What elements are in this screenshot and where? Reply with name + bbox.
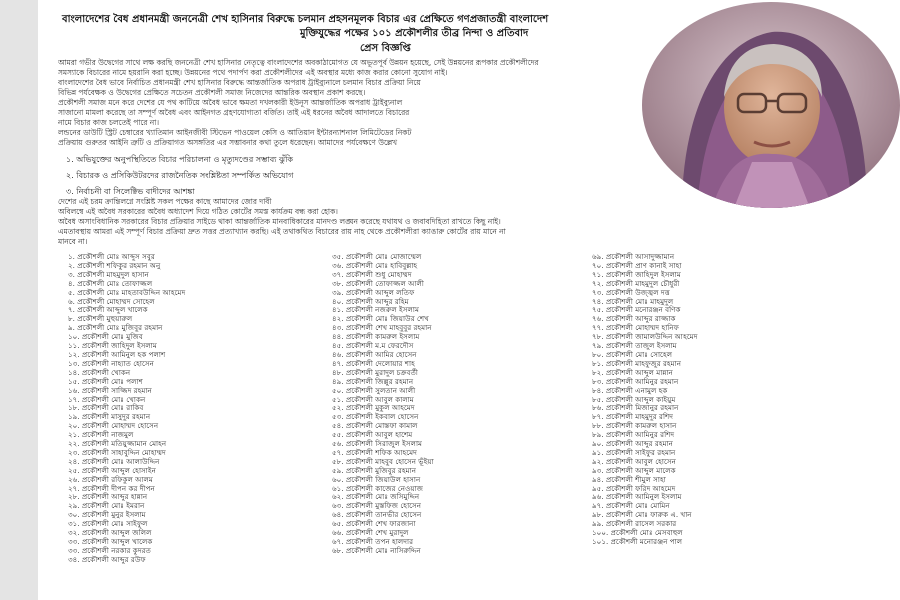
signatory-item: ১৮. প্রকৌশলী মোঃ রাকিব [68,403,144,413]
signatory-item: ৪৫. প্রকৌশলী ম.ম ফেরদৌস [332,341,414,351]
signatory-item: ৯৬. প্রকৌশলী আমিনুল ইসলাম [592,492,682,502]
signatory-item: ৮৩. প্রকৌশলী আমিনুর রহমান [592,376,679,386]
signatory-item: ১. প্রকৌশলী মোঃ আব্দুস সবুর [68,252,155,261]
signatory-item: ৭৭. প্রকৌশলী মোহাম্মদ হানিফ [592,323,679,333]
signatory-item: ৮৭. প্রকৌশলী মাহমুদুর রশিদ [592,412,674,422]
signatory-item: ১৬. প্রকৌশলী সাজ্জিদ রহমান [68,385,152,395]
signatory-item: ৩০. প্রকৌশলী মুনুর ইসলাম [68,510,146,520]
signatory-item: ৭০. প্রকৌশলী প্রাণ কানাই সাহা [592,260,682,270]
signatory-item: ৭৫. প্রকৌশলী মনোরঞ্জন বণিক [592,305,681,315]
signatory-item: ১৫. প্রকৌশলী মোঃ পলাশ [68,376,143,386]
signatory-item: ৬২. প্রকৌশলী মোঃ জসিমুদ্দিন [332,492,420,502]
signatory-item: ৮৪. প্রকৌশলী এনামুল হক [592,385,668,395]
signatory-item: ১৩. প্রকৌশলী নাহ্যাত হোসেন [68,358,154,368]
paragraph-line: লন্ডনের ডাউটি স্ট্রিট চেম্বারের খ্যাতিমান আইনজীবী স্টিভেন পাওয়েল কেসি ও আতিয়ান ইন্টারন্যাশনাল লিমিটেডের নিকট [58,128,412,137]
closing-line: এমতাবস্থায় আমরা এই সম্পূর্ণ বিচার প্রক্রিয়া দ্রুত সত্তর প্রত্যাখ্যান করছি। এই তথাকথিত বিচারের রায় নাহ থেকে প্রকৌশলীরা ক্যাঙারু কোর্টের রায় মানে না [58,227,506,236]
signatory-item: ২৩. প্রকৌশলী সাহাবুদ্দিন মোহাম্মদ [68,447,166,457]
signatory-item: ৭৮. প্রকৌশলী জামালউদ্দিন আহমেদ [592,332,698,342]
paragraph-line: বিভিন্ন পর্যবেক্ষক ও উদ্বেগের প্রেক্ষিতে সচেতন প্রকৌশলী সমাজ নিজেদের আন্তরিক অবস্থান প্রকাশ করছে। [58,88,366,97]
signatory-item: ৩৭. প্রকৌশলী শুধু মোহাম্মদ [332,269,412,279]
signatory-item: ৯০. প্রকৌশলী আব্দুর রহমান [592,439,673,449]
intro-paragraphs [58,58,703,158]
signatory-item: ৪৯. প্রকৌশলী জিল্লুর রহমান [332,376,414,386]
signatory-item: ৫৯. প্রকৌশলী মুজিবুর রহমান [332,465,416,475]
signatory-item: ২০. প্রকৌশলী মোহাম্মদ হোসেন [68,421,159,431]
signatory-item: ৩৫. প্রকৌশলী মোঃ মোজাম্মেল [332,252,422,261]
signatory-item: ১১. প্রকৌশলী জাহিদুল ইসলাম [68,341,157,351]
page-left-margin [0,0,39,600]
signatory-item: ৫৬. প্রকৌশলী সিরাজুল ইসলাম [332,439,423,449]
signatory-item: ৭৩. প্রকৌশলী উজ্জ্বল দত্ত [592,287,670,297]
signatory-item: ৯৩. প্রকৌশলী আব্দুল মালেক [592,465,676,475]
signatory-item: ৯৫. প্রকৌশলী ফরিদ আহমেদ [592,483,676,493]
signatory-item: ৫৪. প্রকৌশলী মোস্তফা কামাল [332,421,418,431]
signatory-item: ৭২. প্রকৌশলী মাহমুদুল চৌধুরী [592,278,680,288]
signatory-item: ৩৪. প্রকৌশলী আব্দুর রউফ [68,554,146,564]
paragraph-line: সাজানো মামলা করেছে তা সম্পূর্ণ অবৈধ এবং আইনগত গ্রহণযোগ্যতা বর্জিত। তাই এই ধরনের অবৈধ আদালতে বিচারের [58,108,410,117]
signatory-item: ৭৪. প্রকৌশলী মোঃ মাহমুদুল [592,296,674,306]
demand-item: ৩. নির্বাচনী বা সিলেক্টিভ বাদীদের আশঙ্কা [66,187,195,196]
signatory-item: ৬৮. প্রকৌশলী মোঃ নাসিরুদ্দিন [332,545,421,555]
signatory-item: ৯১. প্রকৌশলী সাইফুর রহমান [592,447,676,457]
signatory-item: ৫৩. প্রকৌশলী ইকবাল হোসেন [332,412,419,422]
signatory-item: ৪. প্রকৌশলী মোঃ তোফাজ্জল [68,278,153,288]
signatory-item: ৮২. প্রকৌশলী আব্দুল মান্নান [592,367,673,377]
signatory-item: ১০১. প্রকৌশলী মনোরঞ্জন পাল [592,537,683,546]
closing-line: দেশের এই চরম ক্রান্তিলগ্নে সংশ্লিষ্ট সকল পক্ষের কাছে আমাদের জোর দাবী [58,197,272,206]
signatory-item: ৯২. প্রকৌশলী আবুল হোসেন [592,456,676,466]
signatory-item: ৪৬. প্রকৌশলী আমির হোসেন [332,349,417,359]
closing-line: অবৈধ অসাংবিধানিক সরকারের বিচার প্রক্রিয়ার সাইডে থাকা আন্তর্জাতিক মানবাধিকারের মানদণ্ড লঙ্ঘন করেছে যথাযথ ও জবাবদিহিতা রাখতে কিছু নাই। [58,217,501,226]
signatory-item: ৬৩. প্রকৌশলী মুস্তফিজ হোসেন [332,501,422,511]
signatory-item: ৯৭. প্রকৌশলী মোঃ মোমিন [592,501,670,511]
signatory-item: ৪৭. প্রকৌশলী দেলোয়ার শাহ [332,358,415,368]
signatory-item: ৯৪. প্রকৌশলী শীমুল সাহা [592,474,666,484]
closing-paragraphs [58,197,838,252]
signatory-item: ৯৯. প্রকৌশলী রাসেল সরকার [592,519,677,529]
signatory-item: ৪০. প্রকৌশলী আব্দুর রহিম [332,296,409,306]
paragraph-line: বাংলাদেশের বৈধ ভাবে নির্বাচিত প্রধানমন্ত্রী শেখ হাসিনার বিরুদ্ধে আন্তর্জাতিক অপরাধ ট্রাইব্যুনালে চলমান বিচার প্রক্রিয়া নিয়ে [58,78,421,87]
signatory-item: ২৪. প্রকৌশলী মোঃ আলাউদ্দিন [68,456,160,466]
signatory-item: ২৬. প্রকৌশলী রফিকুল আলম [68,474,153,484]
signatory-item: ৫৭. প্রকৌশলী শফিক আহমেদ [332,447,417,457]
portrait-photo [642,2,900,208]
signatory-item: ৯. প্রকৌশলী মোঃ মুজিবুর রহমান [68,323,163,333]
signatory-item: ৪১. প্রকৌশলী নজরুল ইসলাম [332,305,419,315]
signatory-item: ৬০. প্রকৌশলী জিয়াউল হাসান [332,474,421,484]
signatory-item: ৪২. প্রকৌশলী মোঃ জিয়াউর শেখ [332,314,429,324]
closing-line: মানবে না। [58,237,88,246]
signatory-item: ৫৮. প্রকৌশলী মাহবুব হোসেন ভূঁইয়া [332,456,434,466]
signatory-item: ১৭. প্রকৌশলী মোঃ খোকন [68,394,146,404]
signatory-item: ৮৬. প্রকৌশলী মিজানুর রহমান [592,403,679,413]
signatory-item: ৩৯. প্রকৌশলী আব্দুল লতিফ [332,287,415,297]
signatory-item: ৬১. প্রকৌশলী কাজের নেওয়াজ [332,483,424,493]
signatory-item: ৮১. প্রকৌশলী মাহফুজুর রহমান [592,358,682,368]
signatory-item: ৪৮. প্রকৌশলী মুরাদুল চক্রবর্তী [332,367,418,377]
signatories-column-2 [332,253,434,556]
signatory-item: ৭. প্রকৌশলী আব্দুল খালেক [68,305,148,315]
signatory-item: ৩৬. প্রকৌশলী মোঃ হাবিবুল্লাহ [332,260,418,270]
signatories-column-3 [592,253,698,547]
signatory-item: ২৮. প্রকৌশলী আব্দুর হান্নান [68,492,148,502]
signatory-item: ৮৮. প্রকৌশলী কামরুল হাসান [592,421,677,431]
closing-line: অবিলম্বে এই অবৈধ সরকারের অবৈধ অধ্যাদেশ দিয়ে গঠিত কোর্টের সমস্ত কার্যক্রম বন্ধ করা হোক। [58,207,338,216]
signatory-item: ৬. প্রকৌশলী মোহাম্মদ সোহেল [68,296,155,306]
signatory-item: ৫৫. প্রকৌশলী আবুল হাশেম [332,430,413,440]
signatory-item: ১৯. প্রকৌশলী মাসুদুর রহমান [68,412,151,422]
signatory-item: ১০. প্রকৌশলী মোঃ মুজিব [68,332,143,342]
signatory-item: ৪৩. প্রকৌশলী শেখ মাহবুবুর রহমান [332,323,432,333]
signatory-item: ২৯. প্রকৌশলী মোঃ ইমরান [68,501,145,511]
signatory-item: ৮. প্রকৌশলী মুহুয়ারুল [68,314,133,324]
signatory-item: ৬৯. প্রকৌশলী আসাদুজ্জামান [592,252,675,261]
signatory-item: ২২. প্রকৌশলী মতিয়ুজ্জামান মোহন [68,439,167,449]
signatory-item: ৩২. প্রকৌশলী আব্দুল জলিল [68,528,152,538]
signatory-item: ৩১. প্রকৌশলী মোঃ সাইফুল [68,519,148,529]
signatory-item: ৭৯. প্রকৌশলী তাজুল ইসলাম [592,341,677,351]
demands-list [66,152,666,200]
signatory-item: ৩৩. প্রকৌশলী নরকার কুদরত [68,545,151,555]
signatory-item: ১০০. প্রকৌশলী মোঃ মেসবাহুল [592,528,683,538]
press-release-label: প্রেস বিজ্ঞপ্তি [360,43,411,54]
headline-line-2: মুক্তিযুদ্ধের পক্ষের ১০১ প্রকৌশলীর তীব্র নিন্দা ও প্রতিবাদ [300,28,529,39]
paragraph-line: প্রক্রিয়ায় গুরুতর আইনি ত্রুটি ও প্রক্রিয়াগত অসঙ্গতির এর সম্ভাবনার কথা তুলে ধরেছেন। আমাদের পর্যবেক্ষণে উল্লেখ [58,138,398,147]
signatory-item: ২. প্রকৌশলী শফিকুর রহমান অনু [68,260,161,270]
signatory-item: ২৫. প্রকৌশলী আব্দুল হোসাইন [68,465,156,475]
signatory-item: ৬৫. প্রকৌশলী শেখ ফারজানা [332,519,416,529]
paragraph-line: আমরা গভীর উদ্বেগের সাথে লক্ষ করছি জননেত্রী শেখ হাসিনার নেতৃত্বে বাংলাদেশের অবকাঠামোগত যে অভূতপূর্ব উন্নয়ন হয়েছে, সেই উন্নয়নের রূপকার প্রকৌশলীদের [58,58,539,67]
demand-item: ১. অভিযুক্তের অনুপস্থিতিতে বিচার পরিচালনা ও মৃত্যুদণ্ডের সম্ভাব্য ঝুঁকি [66,155,293,164]
signatory-item: ৫. প্রকৌশলী মোঃ মাহতাবউদ্দিন আহমেদ [68,287,186,297]
signatory-item: ১২. প্রকৌশলী আমিনুল হক পলাশ [68,349,166,359]
portrait-illustration [642,2,900,208]
signatory-item: ৫১. প্রকৌশলী আবুল কালাম [332,394,414,404]
signatory-item: ৩৮. প্রকৌশলী তোফাজ্জল আলী [332,278,424,288]
signatory-item: ২৭. প্রকৌশলী দীপন কর দীপন [68,483,155,493]
signatory-item: ৩৩. প্রকৌশলী আব্দুল খালেক [68,537,153,546]
signatory-item: ৪৪. প্রকৌশলী কামরুল ইসলাম [332,332,420,342]
signatory-item: ৫২. প্রকৌশলী মুকুল আহমেদ [332,403,415,413]
paragraph-line: নামে বিচার কাজ চলতেই পারে না। [58,118,159,127]
demand-item: ২. বিচারক ও প্রসিকিউটরদের রাজনৈতিক সংশ্লিষ্টতা সম্পর্কিত অভিযোগ [66,171,294,180]
signatory-item: ৫০. প্রকৌশলী সুলতান আলী [332,385,416,395]
signatory-item: ৬৭. প্রকৌশলী তপন হালদার [332,537,414,546]
signatory-item: ৮০. প্রকৌশলী মোঃ সোহেল [592,349,673,359]
signatory-item: ৩. প্রকৌশলী মাহমুদুল হাসান [68,269,149,279]
headline-line-1: বাংলাদেশের বৈধ প্রধানমন্ত্রী জননেত্রী শেখ হাসিনার বিরুদ্ধে চলমান প্রহসনমূলক বিচার এর প্রেক্ষিতে গণপ্রজাতন্ত্রী বাংলাদেশ [62,14,549,25]
paragraph-line: প্রকৌশলী সমাজ মনে করে দেশের যে পথ কাটিয়ে অবৈধ ভাবে ক্ষমতা দখলকারী ইউনূস আন্তর্জাতিক অপরাধ ট্রাইব্যুনাল [58,98,403,107]
signatory-item: ১৪. প্রকৌশলী খোকন [68,367,131,377]
signatory-item: ২১. প্রকৌশলী নাজমুল [68,430,134,440]
signatory-item: ৮৫. প্রকৌশলী আব্দুল কাইয়ুম [592,394,676,404]
signatory-item: ৯৮. প্রকৌশলী মোঃ ফারুক এ. খান [592,510,692,520]
paragraph-line: সমস্যাকে বিচারের নামে হয়রানি করা হচ্ছে। উন্নয়নের পথে পদার্পণ করা প্রকৌশলীদের এই অবস্থার মধ্যে কাজ করার কোনো সুযোগ নাই। [58,68,448,77]
signatory-item: ৭১. প্রকৌশলী জাহিদুল ইসলাম [592,269,681,279]
signatory-item: ৬৬. প্রকৌশলী শেখ মুরাদুল [332,528,409,538]
signatory-item: ৭৬. প্রকৌশলী আব্দুর রাজ্জাক [592,314,676,324]
signatory-item: ৮৯. প্রকৌশলী আমিনুর রশিদ [592,430,675,440]
signatories-column-1 [68,253,185,565]
signatory-item: ৬৪. প্রকৌশলী তানভীর হোসেন [332,510,422,520]
